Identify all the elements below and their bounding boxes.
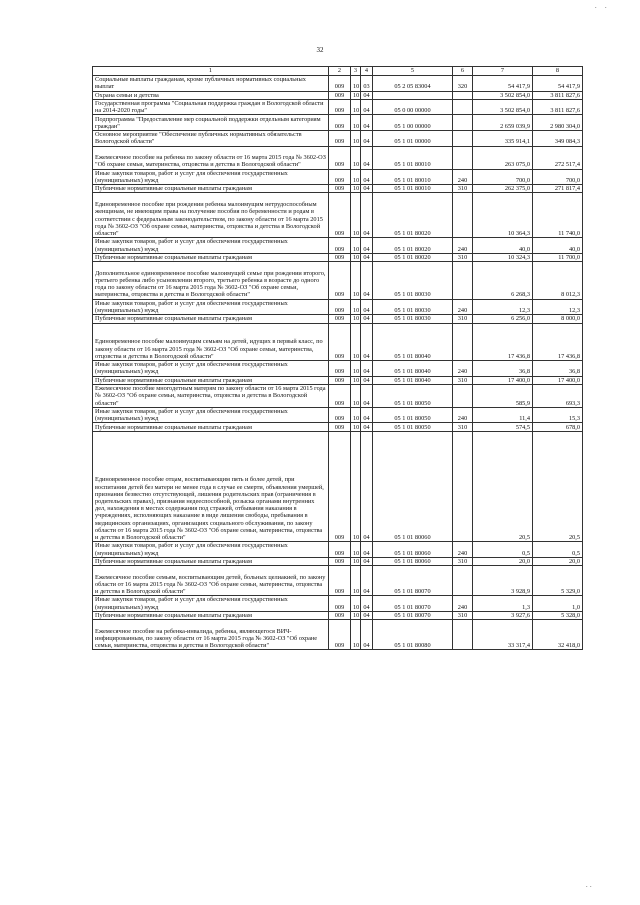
row-amount-year2-cell: 32 418,0: [533, 620, 583, 650]
row-name-cell: Единовременное пособие при рождении ребенка малоимущим нетрудоспособным женщинам, не имеющим права на получение пособия по беременности и родам в соответствии с федеральным законодательством, по закону области от 16 марта 2015 года № 3602-ОЗ "Об охране семьи, материнства, отцовства и детства в Вологодской области": [93, 193, 329, 238]
row-subsection-cell: 04: [361, 323, 373, 361]
row-subsection-cell: 04: [361, 131, 373, 147]
row-code-cell: 009: [329, 542, 351, 558]
row-name-cell: Публичные нормативные социальные выплаты гражданам: [93, 376, 329, 384]
table-row: [93, 361, 583, 377]
row-amount-year1-cell: 335 914,1: [473, 131, 533, 147]
row-name-cell: Публичные нормативные социальные выплаты гражданам: [93, 423, 329, 431]
row-subsection-cell: 04: [361, 407, 373, 423]
row-amount-year1-cell: 20,5: [473, 431, 533, 542]
row-subsection-cell: 04: [361, 99, 373, 115]
row-section-cell: 10: [351, 76, 361, 92]
row-target-article-cell: 05 2 05 83004: [373, 76, 453, 92]
table-row: [93, 407, 583, 423]
row-subsection-cell: 03: [361, 76, 373, 92]
row-name-cell: Иные закупки товаров, работ и услуг для обеспечения государственных (муниципальных) нужд: [93, 361, 329, 377]
table-row: [93, 253, 583, 261]
row-expense-type-cell: [453, 384, 473, 407]
row-expense-type-cell: 240: [453, 361, 473, 377]
row-subsection-cell: 04: [361, 299, 373, 315]
row-amount-year2-cell: 54 417,9: [533, 76, 583, 92]
table-row: [93, 299, 583, 315]
row-name-cell: Иные закупки товаров, работ и услуг для обеспечения государственных (муниципальных) нужд: [93, 407, 329, 423]
row-amount-year1-cell: 6 256,0: [473, 315, 533, 323]
row-subsection-cell: 04: [361, 596, 373, 612]
row-name-cell: Иные закупки товаров, работ и услуг для обеспечения государственных (муниципальных) нужд: [93, 299, 329, 315]
row-amount-year2-cell: 17 436,8: [533, 323, 583, 361]
table-row: [93, 376, 583, 384]
row-section-cell: 10: [351, 262, 361, 300]
row-section-cell: 10: [351, 620, 361, 650]
table-row: [93, 566, 583, 596]
row-amount-year2-cell: 36,8: [533, 361, 583, 377]
row-amount-year2-cell: 11 740,0: [533, 193, 583, 238]
row-expense-type-cell: [453, 146, 473, 169]
row-name-cell: Ежемесячное пособие многодетным матерям по закону области от 16 марта 2015 года № 3602-ОЗ "Об охране семьи, материнства, отцовства и детства в Вологодской области": [93, 384, 329, 407]
row-amount-year1-cell: 6 268,3: [473, 262, 533, 300]
table-row: [93, 596, 583, 612]
row-section-cell: 10: [351, 115, 361, 131]
table-row: [93, 91, 583, 99]
header-cell: 2: [329, 67, 351, 76]
row-target-article-cell: 05 1 01 80070: [373, 566, 453, 596]
row-subsection-cell: 04: [361, 611, 373, 619]
table-row: [93, 146, 583, 169]
row-subsection-cell: 04: [361, 376, 373, 384]
row-expense-type-cell: 310: [453, 315, 473, 323]
row-section-cell: 10: [351, 323, 361, 361]
row-code-cell: 009: [329, 91, 351, 99]
row-amount-year2-cell: 0,5: [533, 542, 583, 558]
row-amount-year1-cell: 1,3: [473, 596, 533, 612]
row-code-cell: 009: [329, 262, 351, 300]
budget-table: [92, 66, 583, 650]
row-amount-year2-cell: 5 329,0: [533, 566, 583, 596]
row-section-cell: 10: [351, 542, 361, 558]
table-row: [93, 131, 583, 147]
row-name-cell: Иные закупки товаров, работ и услуг для обеспечения государственных (муниципальных) нужд: [93, 169, 329, 185]
row-code-cell: 009: [329, 423, 351, 431]
row-target-article-cell: 05 1 01 80080: [373, 620, 453, 650]
table-row: [93, 99, 583, 115]
row-expense-type-cell: [453, 566, 473, 596]
row-expense-type-cell: 320: [453, 76, 473, 92]
row-subsection-cell: 04: [361, 361, 373, 377]
row-section-cell: 10: [351, 146, 361, 169]
row-amount-year1-cell: 3 927,6: [473, 611, 533, 619]
row-expense-type-cell: 240: [453, 238, 473, 254]
row-code-cell: 009: [329, 596, 351, 612]
row-amount-year1-cell: 3 928,9: [473, 566, 533, 596]
row-subsection-cell: 04: [361, 238, 373, 254]
row-amount-year1-cell: 700,0: [473, 169, 533, 185]
row-target-article-cell: 05 1 01 80060: [373, 542, 453, 558]
row-subsection-cell: 04: [361, 115, 373, 131]
table-row: [93, 423, 583, 431]
row-expense-type-cell: 310: [453, 253, 473, 261]
row-name-cell: Ежемесячное пособие семьям, воспитывающим детей, больных целиакией, по закону области от 16 марта 2015 года № 3602-ОЗ "Об охране семьи, материнства, отцовства и детства в Вологодской области": [93, 566, 329, 596]
row-code-cell: 009: [329, 384, 351, 407]
table-row: [93, 169, 583, 185]
row-code-cell: 009: [329, 146, 351, 169]
row-amount-year2-cell: 8 012,3: [533, 262, 583, 300]
row-section-cell: 10: [351, 193, 361, 238]
row-target-article-cell: 05 1 01 80070: [373, 596, 453, 612]
header-cell: 4: [361, 67, 373, 76]
row-amount-year2-cell: 5 328,0: [533, 611, 583, 619]
row-target-article-cell: 05 1 01 80060: [373, 431, 453, 542]
row-amount-year2-cell: 15,3: [533, 407, 583, 423]
row-amount-year1-cell: 2 659 039,9: [473, 115, 533, 131]
table-row: [93, 185, 583, 193]
row-target-article-cell: 05 1 01 80020: [373, 253, 453, 261]
row-amount-year1-cell: 585,9: [473, 384, 533, 407]
row-code-cell: 009: [329, 99, 351, 115]
row-code-cell: 009: [329, 238, 351, 254]
row-code-cell: 009: [329, 566, 351, 596]
row-target-article-cell: 05 1 01 80040: [373, 323, 453, 361]
row-code-cell: 009: [329, 185, 351, 193]
row-subsection-cell: 04: [361, 193, 373, 238]
row-name-cell: Государственная программа "Социальная поддержка граждан в Вологодской области на 2014-2020 годы": [93, 99, 329, 115]
row-name-cell: Публичные нормативные социальные выплаты гражданам: [93, 557, 329, 565]
table-row: [93, 323, 583, 361]
scan-artifact: · ·: [594, 4, 610, 12]
row-subsection-cell: 04: [361, 91, 373, 99]
row-expense-type-cell: 310: [453, 423, 473, 431]
header-cell: 3: [351, 67, 361, 76]
row-amount-year1-cell: 11,4: [473, 407, 533, 423]
row-amount-year2-cell: 12,3: [533, 299, 583, 315]
row-subsection-cell: 04: [361, 253, 373, 261]
row-target-article-cell: 05 1 01 80030: [373, 315, 453, 323]
row-subsection-cell: 04: [361, 169, 373, 185]
row-expense-type-cell: 310: [453, 611, 473, 619]
row-code-cell: 009: [329, 620, 351, 650]
row-expense-type-cell: [453, 99, 473, 115]
row-code-cell: 009: [329, 376, 351, 384]
table-row: [93, 542, 583, 558]
row-name-cell: Иные закупки товаров, работ и услуг для обеспечения государственных (муниципальных) нужд: [93, 542, 329, 558]
row-target-article-cell: 05 1 01 80020: [373, 238, 453, 254]
row-amount-year2-cell: 2 980 304,0: [533, 115, 583, 131]
row-amount-year2-cell: 20,5: [533, 431, 583, 542]
table-row: [93, 557, 583, 565]
row-expense-type-cell: 310: [453, 185, 473, 193]
row-target-article-cell: 05 1 01 80050: [373, 407, 453, 423]
row-code-cell: 009: [329, 315, 351, 323]
scan-artifact: · ·: [585, 883, 592, 891]
row-name-cell: Публичные нормативные социальные выплаты гражданам: [93, 315, 329, 323]
row-section-cell: 10: [351, 407, 361, 423]
table-row: [93, 115, 583, 131]
row-amount-year1-cell: 17 400,0: [473, 376, 533, 384]
row-target-article-cell: 05 1 01 80010: [373, 169, 453, 185]
header-cell: 6: [453, 67, 473, 76]
row-subsection-cell: 04: [361, 384, 373, 407]
table-header-row: [93, 67, 583, 76]
row-code-cell: 009: [329, 253, 351, 261]
row-subsection-cell: 04: [361, 557, 373, 565]
row-name-cell: Подпрограмма "Предоставление мер социальной поддержки отдельным категориям граждан": [93, 115, 329, 131]
row-code-cell: 009: [329, 323, 351, 361]
row-code-cell: 009: [329, 169, 351, 185]
row-name-cell: Иные закупки товаров, работ и услуг для обеспечения государственных (муниципальных) нужд: [93, 596, 329, 612]
row-amount-year1-cell: 10 364,3: [473, 193, 533, 238]
row-amount-year2-cell: 8 000,0: [533, 315, 583, 323]
row-expense-type-cell: [453, 193, 473, 238]
row-section-cell: 10: [351, 299, 361, 315]
row-amount-year2-cell: 20,0: [533, 557, 583, 565]
row-amount-year2-cell: 17 400,0: [533, 376, 583, 384]
row-subsection-cell: 04: [361, 566, 373, 596]
row-amount-year1-cell: 33 317,4: [473, 620, 533, 650]
header-cell: 7: [473, 67, 533, 76]
row-section-cell: 10: [351, 238, 361, 254]
row-expense-type-cell: [453, 620, 473, 650]
row-code-cell: 009: [329, 131, 351, 147]
row-section-cell: 10: [351, 185, 361, 193]
row-target-article-cell: 05 1 01 00000: [373, 131, 453, 147]
table-row: [93, 620, 583, 650]
row-section-cell: 10: [351, 384, 361, 407]
row-section-cell: 10: [351, 253, 361, 261]
row-amount-year2-cell: 272 517,4: [533, 146, 583, 169]
row-target-article-cell: 05 1 01 80030: [373, 299, 453, 315]
row-expense-type-cell: [453, 115, 473, 131]
row-target-article-cell: [373, 91, 453, 99]
row-target-article-cell: 05 1 01 80040: [373, 376, 453, 384]
row-subsection-cell: 04: [361, 431, 373, 542]
row-section-cell: 10: [351, 131, 361, 147]
row-section-cell: 10: [351, 423, 361, 431]
row-name-cell: Иные закупки товаров, работ и услуг для обеспечения государственных (муниципальных) нужд: [93, 238, 329, 254]
table-row: [93, 238, 583, 254]
row-target-article-cell: 05 1 01 80040: [373, 361, 453, 377]
row-target-article-cell: 05 1 01 80020: [373, 193, 453, 238]
row-expense-type-cell: [453, 131, 473, 147]
row-name-cell: Дополнительное единовременное пособие малоимущей семье при рождении второго, третьего ребенка либо усыновлении второго, третьего ребенка в возрасте до одного года по закону области от 16 марта 2015 года № 3602-ОЗ "Об охране семьи, материнства, отцовства и детства в Вологодской области": [93, 262, 329, 300]
row-amount-year1-cell: 12,3: [473, 299, 533, 315]
row-section-cell: 10: [351, 611, 361, 619]
row-code-cell: 009: [329, 611, 351, 619]
row-amount-year1-cell: 0,5: [473, 542, 533, 558]
row-target-article-cell: 05 1 01 80050: [373, 423, 453, 431]
row-section-cell: 10: [351, 315, 361, 323]
row-name-cell: Публичные нормативные социальные выплаты гражданам: [93, 253, 329, 261]
row-code-cell: 009: [329, 115, 351, 131]
header-cell: 8: [533, 67, 583, 76]
row-amount-year1-cell: 40,0: [473, 238, 533, 254]
row-expense-type-cell: 310: [453, 557, 473, 565]
row-section-cell: 10: [351, 596, 361, 612]
row-name-cell: Публичные нормативные социальные выплаты гражданам: [93, 611, 329, 619]
row-section-cell: 10: [351, 557, 361, 565]
row-amount-year1-cell: 36,8: [473, 361, 533, 377]
row-amount-year1-cell: 54 417,9: [473, 76, 533, 92]
table-row: [93, 193, 583, 238]
row-subsection-cell: 04: [361, 620, 373, 650]
row-expense-type-cell: 240: [453, 542, 473, 558]
row-target-article-cell: 05 1 01 80030: [373, 262, 453, 300]
table-row: [93, 384, 583, 407]
row-expense-type-cell: 310: [453, 376, 473, 384]
row-amount-year1-cell: 262 375,0: [473, 185, 533, 193]
row-amount-year1-cell: 574,5: [473, 423, 533, 431]
row-section-cell: 10: [351, 376, 361, 384]
row-code-cell: 009: [329, 431, 351, 542]
row-name-cell: Социальные выплаты гражданам, кроме публичных нормативных социальных выплат: [93, 76, 329, 92]
row-amount-year2-cell: 349 084,3: [533, 131, 583, 147]
row-expense-type-cell: [453, 262, 473, 300]
table-row: [93, 315, 583, 323]
row-amount-year2-cell: 3 811 827,6: [533, 91, 583, 99]
row-code-cell: 009: [329, 361, 351, 377]
row-amount-year1-cell: 3 502 854,0: [473, 99, 533, 115]
row-amount-year2-cell: 271 817,4: [533, 185, 583, 193]
table-row: [93, 611, 583, 619]
row-amount-year1-cell: 17 436,8: [473, 323, 533, 361]
row-amount-year2-cell: 700,0: [533, 169, 583, 185]
row-subsection-cell: 04: [361, 185, 373, 193]
row-amount-year1-cell: 3 502 854,0: [473, 91, 533, 99]
row-expense-type-cell: 240: [453, 299, 473, 315]
row-code-cell: 009: [329, 557, 351, 565]
row-target-article-cell: 05 1 01 80010: [373, 146, 453, 169]
row-target-article-cell: 05 1 01 80060: [373, 557, 453, 565]
row-name-cell: Ежемесячное пособие на ребенка-инвалида, ребенка, являющегося ВИЧ-инфицированным, по закону области от 16 марта 2015 года № 3602-ОЗ "Об охране семьи, материнства, отцовства и детства в Вологодской области": [93, 620, 329, 650]
row-amount-year2-cell: 678,0: [533, 423, 583, 431]
row-amount-year2-cell: 693,3: [533, 384, 583, 407]
row-expense-type-cell: 240: [453, 169, 473, 185]
row-amount-year2-cell: 3 811 827,6: [533, 99, 583, 115]
row-expense-type-cell: [453, 431, 473, 542]
row-amount-year1-cell: 263 075,0: [473, 146, 533, 169]
row-amount-year1-cell: 10 324,3: [473, 253, 533, 261]
table-row: [93, 431, 583, 542]
row-name-cell: Единовременное пособие отцам, воспитывающим пять и более детей, при воспитании детей без матери не менее года в случае ее смерти, объявления умершей, признания безвестно отсутствующей, лишения родительских прав (ограничения в родительских правах), признания недееспособной, розыска органами внутренних дел, нахождения в местах содержания под стражей, отбывания наказания в учреждениях, исполняющих наказание в виде лишения свободы, пребывания в медицинских организациях, организациях социального обслуживания, по закону области от 16 марта 2015 года № 3602-ОЗ "Об охране семьи, материнства, отцовства и детства в Вологодской области": [93, 431, 329, 542]
row-expense-type-cell: 240: [453, 596, 473, 612]
row-amount-year2-cell: 1,0: [533, 596, 583, 612]
row-target-article-cell: 05 1 01 80070: [373, 611, 453, 619]
row-target-article-cell: 05 1 01 80010: [373, 185, 453, 193]
page-number: 32: [316, 46, 324, 54]
row-name-cell: Основное мероприятие "Обеспечение публичных нормативных обязательств Вологодской области": [93, 131, 329, 147]
row-section-cell: 10: [351, 99, 361, 115]
table-row: [93, 262, 583, 300]
row-code-cell: 009: [329, 76, 351, 92]
table-row: [93, 76, 583, 92]
row-section-cell: 10: [351, 431, 361, 542]
row-name-cell: Публичные нормативные социальные выплаты гражданам: [93, 185, 329, 193]
header-cell: 1: [93, 67, 329, 76]
row-expense-type-cell: [453, 91, 473, 99]
row-subsection-cell: 04: [361, 542, 373, 558]
row-name-cell: Ежемесячное пособие на ребенка по закону области от 16 марта 2015 года № 3602-ОЗ "Об охране семьи, материнства, отцовства и детства в Вологодской области": [93, 146, 329, 169]
row-name-cell: Единовременное пособие малоимущим семьям на детей, идущих в первый класс, по закону области от 16 марта 2015 года № 3602-ОЗ "Об охране семьи, материнства, отцовства и детства в Вологодской области": [93, 323, 329, 361]
row-section-cell: 10: [351, 361, 361, 377]
row-section-cell: 10: [351, 566, 361, 596]
row-subsection-cell: 04: [361, 315, 373, 323]
row-amount-year1-cell: 20,0: [473, 557, 533, 565]
row-amount-year2-cell: 11 700,0: [533, 253, 583, 261]
row-code-cell: 009: [329, 193, 351, 238]
row-section-cell: 10: [351, 91, 361, 99]
row-amount-year2-cell: 40,0: [533, 238, 583, 254]
header-cell: 5: [373, 67, 453, 76]
row-expense-type-cell: 240: [453, 407, 473, 423]
row-section-cell: 10: [351, 169, 361, 185]
row-name-cell: Охрана семьи и детства: [93, 91, 329, 99]
row-subsection-cell: 04: [361, 423, 373, 431]
row-subsection-cell: 04: [361, 146, 373, 169]
row-subsection-cell: 04: [361, 262, 373, 300]
row-code-cell: 009: [329, 299, 351, 315]
row-expense-type-cell: [453, 323, 473, 361]
row-code-cell: 009: [329, 407, 351, 423]
row-target-article-cell: 05 0 00 00000: [373, 99, 453, 115]
row-target-article-cell: 05 1 01 80050: [373, 384, 453, 407]
row-target-article-cell: 05 1 00 00000: [373, 115, 453, 131]
